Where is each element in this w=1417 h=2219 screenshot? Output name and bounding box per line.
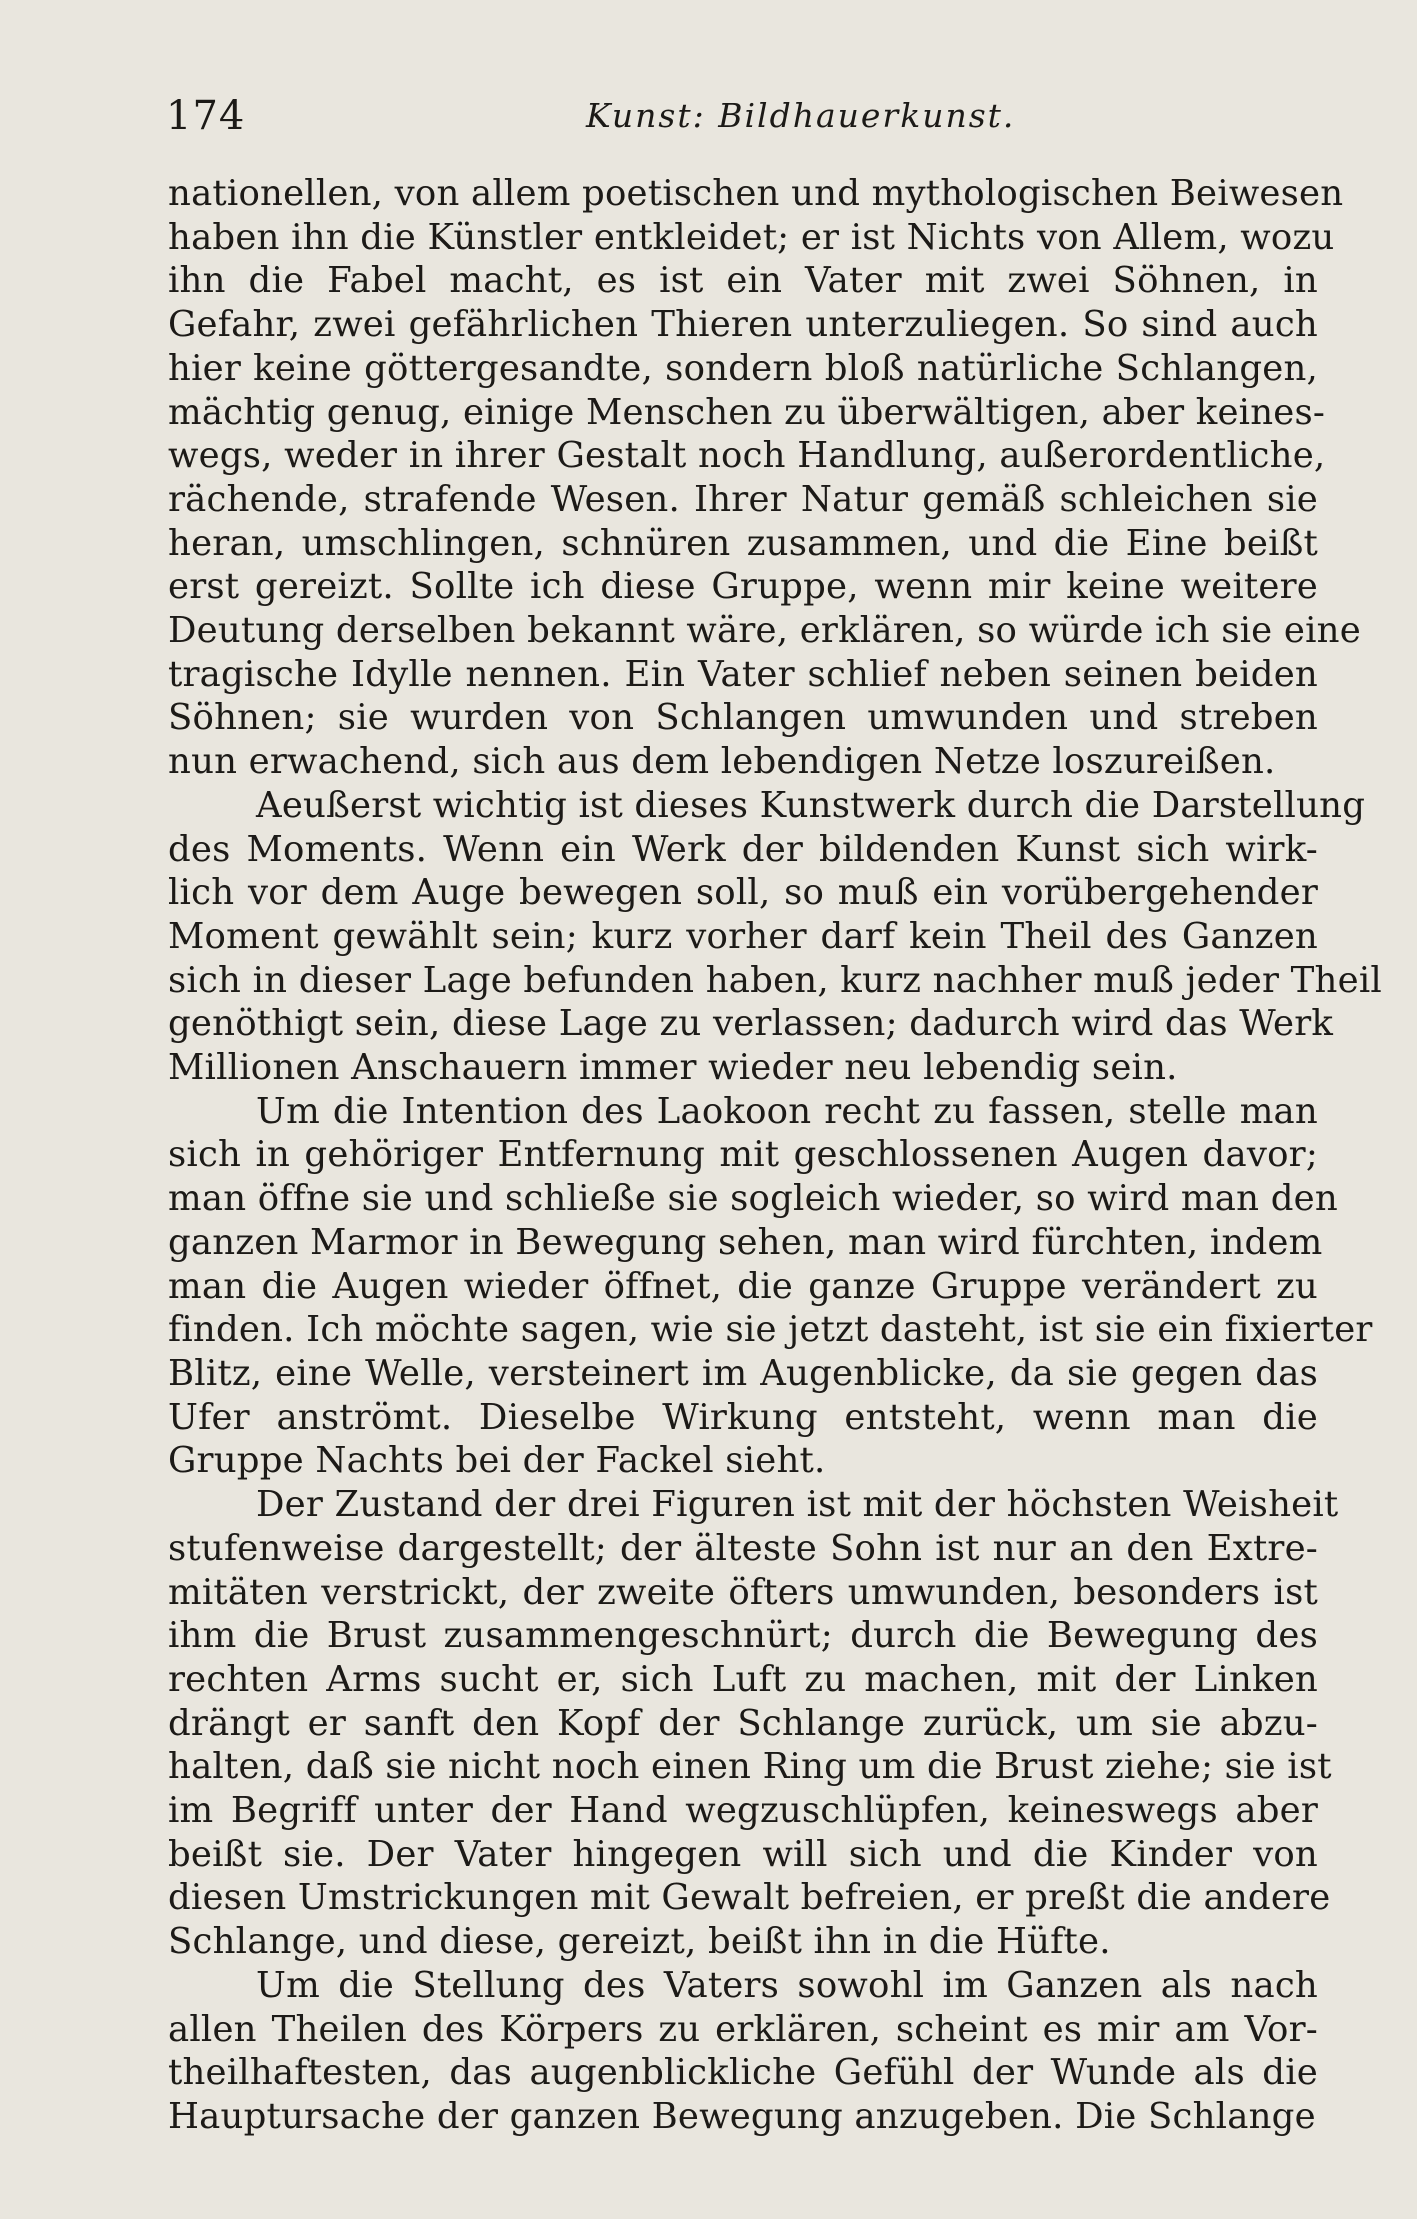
text-line: genöthigt sein, diese Lage zu verlassen; dadurch wird das Werk <box>168 1003 1334 1045</box>
text-line: haben ihn die Künstler entkleidet; er ist Nichts von Allem, wozu <box>168 216 1335 258</box>
text-line: finden. Ich möchte sagen, wie sie jetzt dasteht, ist sie ein fixierter <box>168 1309 1373 1351</box>
text-line: lich vor dem Auge bewegen soll, so muß ein vorübergehender <box>168 872 1318 914</box>
text-line: des Moments. Wenn ein Werk der bildenden Kunst sich wirk- <box>168 828 1318 870</box>
text-line: Söhnen; sie wurden von Schlangen umwunden und streben <box>168 697 1318 739</box>
text-line: nationellen, von allem poetischen und mythologischen Beiwesen <box>168 173 1344 214</box>
text-line: sich in dieser Lage befunden haben, kurz nachher muß jeder Theil <box>168 959 1382 1001</box>
paragraph <box>168 784 1382 1090</box>
text-line: drängt er sanft den Kopf der Schlange zurück, um sie abzu- <box>168 1702 1318 1744</box>
text-line: tragische Idylle nennen. Ein Vater schlief neben seinen beiden <box>168 653 1318 695</box>
text-line: ihn die Fabel macht, es ist ein Vater mit zwei Söhnen, in <box>168 260 1318 302</box>
body-text <box>168 172 1382 2139</box>
text-line: Ufer anströmt. Dieselbe Wirkung entsteht, wenn man die <box>168 1396 1318 1438</box>
text-line: rechten Arms sucht er, sich Luft zu machen, mit der Linken <box>168 1658 1318 1700</box>
text-line: Der Zustand der drei Figuren ist mit der höchsten Weisheit <box>256 1484 1339 1526</box>
text-line: Gefahr, zwei gefährlichen Thieren unterzuliegen. So sind auch <box>168 304 1318 346</box>
text-line: theilhaftesten, das augenblickliche Gefühl der Wunde als die <box>168 2052 1318 2094</box>
text-line: Aeußerst wichtig ist dieses Kunstwerk durch die Darstellung <box>256 784 1366 826</box>
text-line: rächende, strafende Wesen. Ihrer Natur gemäß schleichen sie <box>168 478 1318 520</box>
text-line: man öffne sie und schließe sie sogleich wieder, so wird man den <box>168 1178 1338 1220</box>
text-line: im Begriff unter der Hand wegzuschlüpfen, keineswegs aber <box>168 1790 1318 1832</box>
text-line: Hauptursache der ganzen Bewegung anzugeben. Die Schlange <box>168 2095 1316 2137</box>
text-line: Gruppe Nachts bei der Fackel sieht. <box>168 1440 826 1482</box>
running-title: Kunst: Bildhauerkunst. <box>586 96 1016 135</box>
text-line: allen Theilen des Körpers zu erklären, scheint es mir am Vor- <box>168 2008 1318 2050</box>
paragraph <box>168 1964 1318 2139</box>
text-line: wegs, weder in ihrer Gestalt noch Handlung, außerordentliche, <box>168 435 1326 477</box>
text-line: beißt sie. Der Vater hingegen will sich und die Kinder von <box>168 1833 1318 1875</box>
text-line: Millionen Anschauern immer wieder neu lebendig sein. <box>168 1047 1178 1089</box>
text-line: Moment gewählt sein; kurz vorher darf kein Theil des Ganzen <box>168 915 1318 957</box>
text-line: halten, daß sie nicht noch einen Ring um die Brust ziehe; sie ist <box>168 1746 1332 1788</box>
text-line: heran, umschlingen, schnüren zusammen, und die Eine beißt <box>168 522 1318 564</box>
paragraph <box>168 172 1361 784</box>
text-line: ihm die Brust zusammengeschnürt; durch die Bewegung des <box>168 1615 1318 1657</box>
paragraph <box>168 1090 1373 1483</box>
text-line: Blitz, eine Welle, versteinert im Augenblicke, da sie gegen das <box>168 1352 1318 1394</box>
text-line: Schlange, und diese, gereizt, beißt ihn in die Hüfte. <box>168 1921 1111 1963</box>
text-line: diesen Umstrickungen mit Gewalt befreien, er preßt die andere <box>168 1877 1331 1919</box>
text-line: Deutung derselben bekannt wäre, erklären, so würde ich sie eine <box>168 610 1361 652</box>
text-line: nun erwachend, sich aus dem lebendigen Netze loszureißen. <box>168 741 1276 783</box>
paragraph <box>168 1483 1339 1964</box>
text-line: mächtig genug, einige Menschen zu überwältigen, aber keines- <box>168 391 1326 433</box>
page-number: 174 <box>166 93 246 139</box>
text-line: man die Augen wieder öffnet, die ganze Gruppe verändert zu <box>168 1265 1318 1307</box>
text-line: mitäten verstrickt, der zweite öfters umwunden, besonders ist <box>168 1571 1318 1613</box>
text-line: erst gereizt. Sollte ich diese Gruppe, wenn mir keine weitere <box>168 566 1318 608</box>
text-line: ganzen Marmor in Bewegung sehen, man wird fürchten, indem <box>168 1221 1323 1263</box>
text-line: sich in gehöriger Entfernung mit geschlossenen Augen davor; <box>168 1134 1318 1176</box>
text-line: Um die Intention des Laokoon recht zu fassen, stelle man <box>256 1090 1318 1132</box>
text-line: hier keine göttergesandte, sondern bloß natürliche Schlangen, <box>168 347 1318 389</box>
page-header <box>166 90 1316 142</box>
text-line: Um die Stellung des Vaters sowohl im Ganzen als nach <box>256 1964 1318 2006</box>
text-line: stufenweise dargestellt; der älteste Sohn ist nur an den Extre- <box>168 1527 1318 1569</box>
